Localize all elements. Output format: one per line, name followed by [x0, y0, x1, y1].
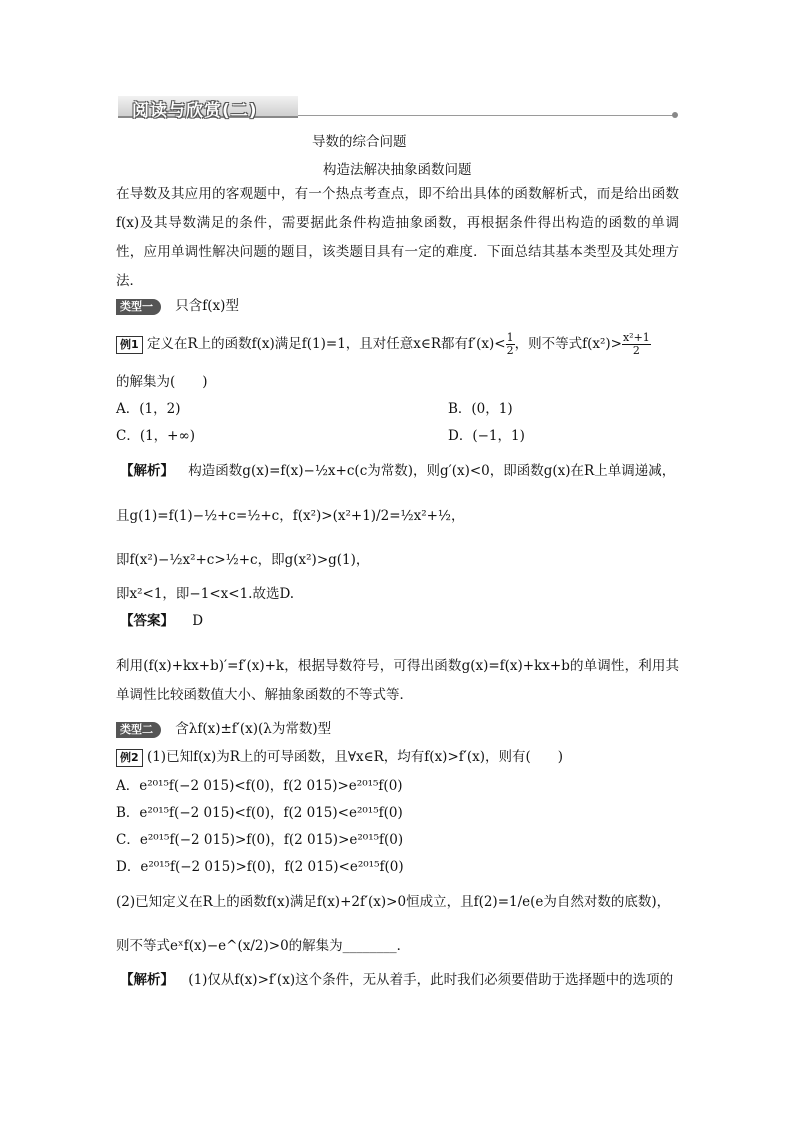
sol1-line1: 构造函数g(x)=f(x)−½x+c(c为常数)，则g′(x)<0，即函数g(x)在R上单调递减，	[188, 463, 676, 479]
frac-num: 1	[506, 331, 514, 344]
sol1-label: 【解析】	[120, 463, 174, 479]
heading-sub: 构造法解决抽象函数问题	[323, 162, 472, 178]
type2-label: 含λf(x)±f′(x)(λ为常数)型	[175, 721, 332, 737]
type2-row	[116, 717, 331, 738]
sol2-line1: (1)仅从f(x)>f′(x)这个条件，无从着手，此时我们必须要借助于选择题中的选项的	[188, 972, 674, 988]
sol1-line1-row	[120, 459, 675, 479]
ex2-q1-row	[116, 745, 563, 767]
ex2-option-d: D．e²⁰¹⁵f(−2 015)>f(0)，f(2 015)<e²⁰¹⁵f(0)	[116, 859, 404, 875]
ex1-stem-c: 的解集为( )	[116, 374, 208, 390]
ex2-option-b: B．e²⁰¹⁵f(−2 015)<f(0)，f(2 015)<e²⁰¹⁵f(0)	[116, 805, 403, 821]
sol1-line3: 即f(x²)−½x²+c>½+c，即g(x²)>g(1)，	[116, 552, 370, 568]
ex2-option-a: A．e²⁰¹⁵f(−2 015)<f(0)，f(2 015)>e²⁰¹⁵f(0)	[116, 778, 403, 794]
ex1-frac-half	[506, 332, 515, 357]
frac-num: x²+1	[622, 331, 650, 344]
intro-paragraph: 在导数及其应用的客观题中，有一个热点考查点，即不给出具体的函数解析式，而是给出函数f(x)及其导数满足的条件，需要据此条件构造抽象函数，再根据条件得出构造的函数的单调性，应用单调性解决问题的题目，该类题目具有一定的难度．下面总结其基本类型及其处理方法．	[116, 186, 679, 289]
sol1-line4: 即x²<1，即−1<x<1.故选D.	[116, 586, 295, 602]
frac-den: 2	[506, 344, 514, 357]
ex1-tag: 例1	[116, 336, 143, 354]
ex1-stem-b: ，则不等式f(x²)>	[514, 336, 622, 352]
section-banner	[118, 96, 678, 121]
type1-tag: 类型一	[116, 299, 161, 315]
frac-den: 2	[632, 344, 640, 357]
type1-label: 只含f(x)型	[175, 298, 239, 314]
ex2-option-c: C．e²⁰¹⁵f(−2 015)>f(0)，f(2 015)>e²⁰¹⁵f(0)	[116, 832, 404, 848]
banner-title: 阅读与欣赏(二)	[132, 101, 258, 121]
banner-rule	[298, 115, 674, 116]
ex2-q1: (1)已知f(x)为R上的可导函数，且∀x∈R，均有f(x)>f′(x)，则有( )	[146, 749, 564, 765]
sol1-line2: 且g(1)=f(1)−½+c=½+c，f(x²)>(x²+1)/2=½x²+½，	[116, 508, 465, 524]
banner-dot	[672, 112, 678, 118]
ex1-option-c: C．(1，+∞)	[116, 428, 196, 444]
ex1-frac-x	[622, 332, 651, 357]
sol2-label: 【解析】	[120, 972, 174, 988]
sol2-row	[120, 968, 673, 988]
type2-tag: 类型二	[116, 722, 161, 738]
ex1-option-a: A．(1，2)	[116, 401, 181, 417]
ex1-option-d: D．(−1，1)	[448, 428, 525, 444]
ex1-stem	[116, 327, 651, 361]
ex1-option-b: B．(0，1)	[448, 401, 513, 417]
type1-row	[116, 294, 239, 315]
note-paragraph: 利用(f(x)+kx+b)′=f′(x)+k，根据导数符号，可得出函数g(x)=f(x)+kx+b的单调性，利用其单调性比较函数值大小、解抽象函数的不等式等．	[116, 658, 679, 703]
ex1-stem-a: 定义在R上的函数f(x)满足f(1)=1，且对任意x∈R都有f′(x)<	[146, 336, 506, 352]
ex2-q2: (2)已知定义在R上的函数f(x)满足f(x)+2f′(x)>0恒成立，且f(2)=1/e(e为自然对数的底数)，	[116, 894, 671, 910]
heading-main: 导数的综合问题	[312, 134, 407, 150]
ex2-tag: 例2	[116, 749, 143, 767]
ex2-q2b: 则不等式eˣf(x)−e^(x/2)>0的解集为________．	[116, 938, 411, 954]
answer1-row	[120, 609, 203, 629]
answer1-label: 【答案】	[120, 613, 174, 629]
answer1-value: D	[192, 613, 204, 629]
